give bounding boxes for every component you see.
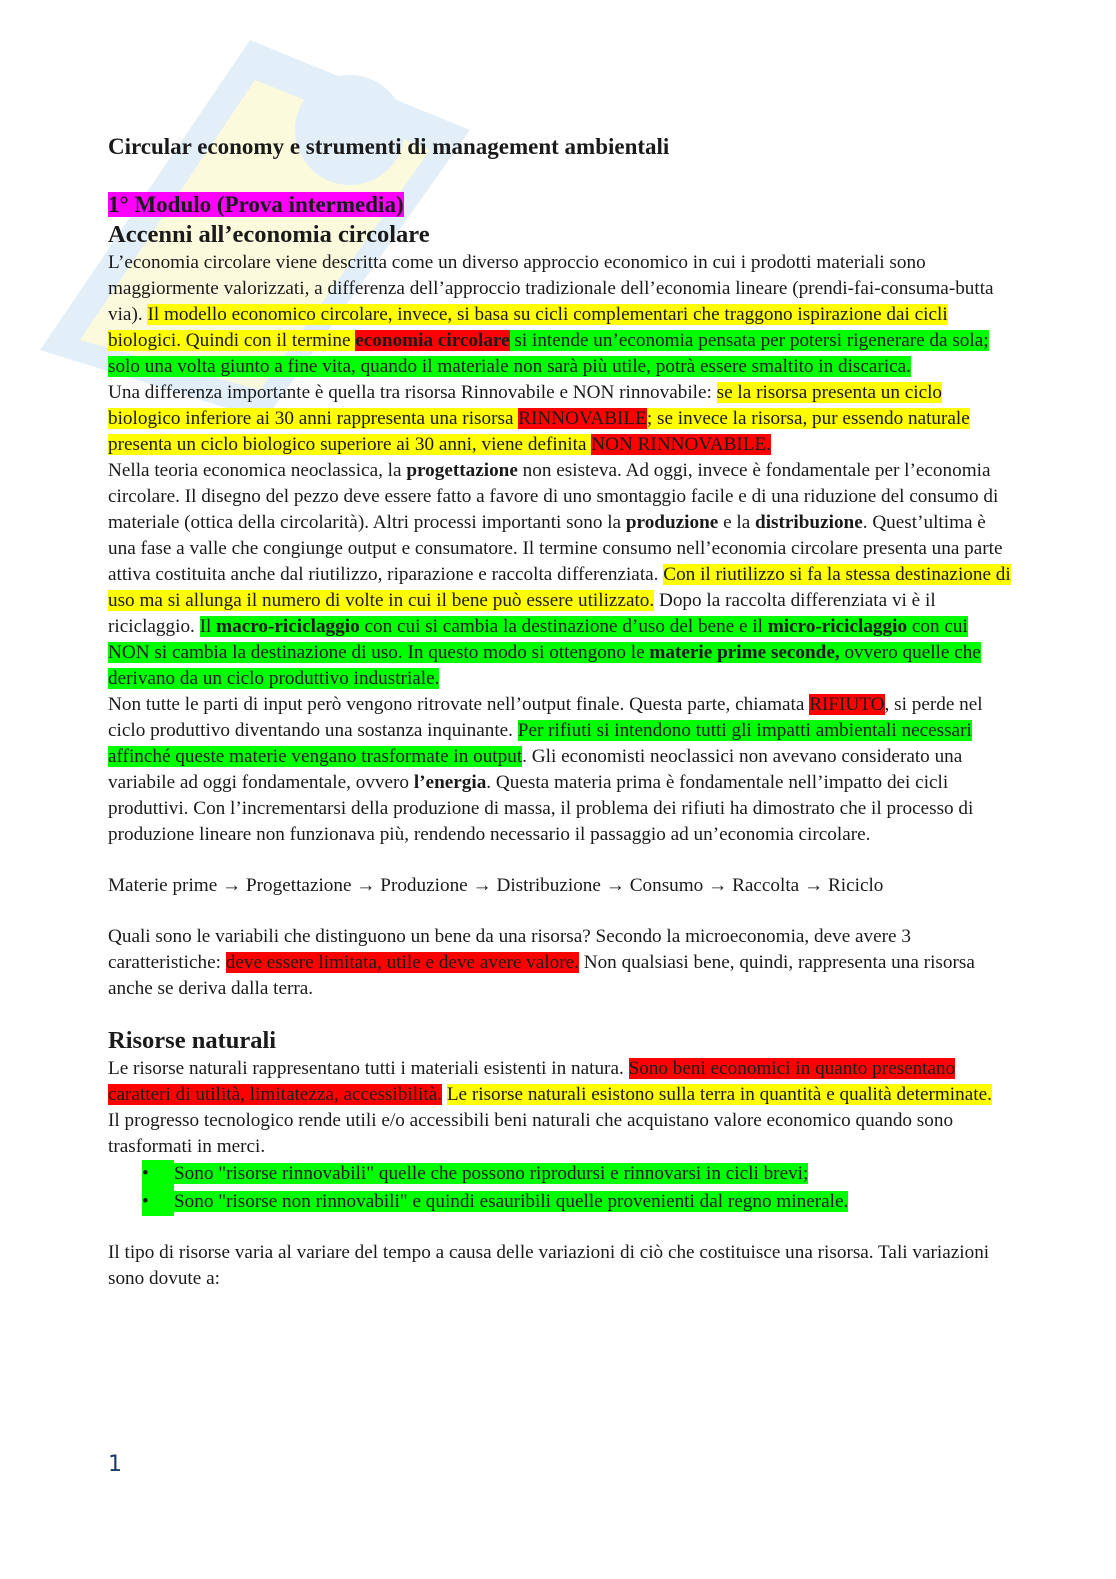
arrow-right-icon: →: [356, 875, 376, 896]
paragraph-progettazione: [108, 458, 1014, 692]
text-run: . Gli economisti neoclassici non avevano considerato una variabile ad oggi fondamentale, ovvero: [108, 746, 963, 793]
bold-term: produzione: [625, 512, 719, 533]
text-run: . Quest’ultima è una fase a valle che congiunge output e consumatore. Il termine consumo nell’economia circolare presenta una parte attiva costituita anche dal riutilizzo, riparazione e raccolta differenziata.: [108, 512, 1003, 585]
highlight-green: ovvero quelle che derivano da un ciclo produttivo industriale.: [108, 642, 981, 689]
paragraph-rifiuto: [108, 692, 1014, 848]
arrow-right-icon: →: [708, 875, 728, 896]
flow-step: Produzione: [380, 875, 468, 896]
paragraph-bene-risorsa: [108, 924, 1014, 1002]
text-run: Le risorse naturali rappresentano tutti i materiali esistenti in natura.: [108, 1058, 629, 1079]
highlight-yellow: ; se invece la risorsa, pur essendo naturale presenta un ciclo biologico superiore ai 30 anni, viene definita: [108, 408, 970, 455]
paragraph-progresso: Il progresso tecnologico rende utili e/o accessibili beni naturali che acquistano valore economico quando sono trasformati in merci.: [108, 1110, 954, 1157]
bullet-icon: •: [142, 1160, 174, 1188]
highlight-red: RIFIUTO: [809, 694, 885, 715]
highlight-green-bold: micro-riciclaggio: [767, 616, 908, 637]
highlight-yellow: Le risorse naturali esistono sulla terra in quantità e qualità determinate.: [446, 1084, 992, 1105]
bullet-list: [108, 1160, 1014, 1216]
section-heading-risorse-naturali: Risorse naturali: [108, 1027, 277, 1054]
flow-step: Raccolta: [732, 875, 800, 896]
highlight-green: si intende un’economia pensata per potersi rigenerare da sola; solo una volta giunto a fine vita, quando il materiale non sarà più utile, potrà essere smaltito in discarica.: [108, 330, 989, 377]
bold-term: l’energia: [413, 772, 487, 793]
highlight-green: con cui NON si cambia la destinazione di uso. In questo modo si ottengono le: [108, 616, 968, 663]
document-title: Circular economy e strumenti di management ambientali: [108, 134, 670, 159]
highlight-red-bold: economia circolare: [355, 330, 510, 351]
arrow-right-icon: →: [803, 875, 824, 896]
document-body: [108, 132, 1014, 1292]
page-number: 1: [108, 1452, 122, 1477]
text-run: Non tutte le parti di input però vengono ritrovate nell’output finale. Questa parte, chiamata: [108, 694, 810, 715]
paragraph-risorse-naturali: [108, 1056, 1014, 1108]
bold-term: distribuzione: [755, 512, 863, 533]
flow-step: Riciclo: [827, 875, 884, 896]
text-run: Quali sono le variabili che distinguono un bene da una risorsa? Secondo la microeconomia, deve avere 3 caratteristiche:: [108, 926, 911, 973]
list-item: [142, 1160, 1014, 1188]
highlight-green: con cui si cambia la destinazione d’uso del bene e il: [359, 616, 768, 637]
bold-term: progettazione: [406, 460, 518, 481]
text-run: Nella teoria economica neoclassica, la: [108, 460, 407, 481]
highlight-red: RINNOVABILE: [518, 408, 647, 429]
module-heading: [108, 190, 1014, 220]
arrow-right-icon: →: [472, 875, 492, 896]
highlight-yellow: Con il riutilizzo si fa la stessa destinazione di uso ma si allunga il numero di volte in cui il bene può essere utilizzato.: [108, 564, 1011, 611]
flow-step: Consumo: [629, 875, 704, 896]
highlight-yellow: Il modello economico circolare, invece, si basa su cicli complementari che traggono ispirazione dai cicli biologici. Quindi con il termine: [108, 304, 948, 351]
highlight-red: deve essere limitata, utile e deve avere valore.: [225, 952, 579, 973]
highlight-green: Il: [199, 616, 217, 637]
text-run: e la: [718, 512, 756, 533]
highlight-green-bold: materie prime seconde,: [649, 642, 840, 663]
highlight-yellow: se la risorsa presenta un ciclo biologico inferiore ai 30 anni rappresenta una risorsa: [108, 382, 943, 429]
highlight-red: NON RINNOVABILE.: [591, 434, 772, 455]
highlight-green: Sono "risorse non rinnovabili" e quindi esauribili quelle provenienti dal regno minerale.: [174, 1191, 849, 1212]
flow-chain: [108, 872, 1014, 900]
text-run: L’economia circolare viene descritta come un diverso approccio economico in cui i prodotti materiali sono maggiormente valorizzati, a differenza dell’approccio tradizionale dell’economia lineare (prendi-fai-consuma-butta via).: [108, 252, 994, 325]
text-run: . Questa materia prima è fondamentale nell’impatto dei cicli produttivi. Con l’incrementarsi della produzione di massa, il problema dei rifiuti ha dimostrato che il processo di produzione lineare non funzionava più, rendendo necessario il passaggio ad un’economia circolare.: [108, 772, 974, 845]
text-run: non esisteva. Ad oggi, invece è fondamentale per l’economia circolare. Il disegno del pezzo deve essere fatto a favore di uno smontaggio facile e di una riduzione del consumo di materiale (ottica della circolarità). Altri processi importanti sono la: [108, 460, 999, 533]
highlight-green-bold: macro-riciclaggio: [216, 616, 360, 637]
paragraph-risorsa-rinnovabile: [108, 380, 1014, 458]
arrow-right-icon: →: [222, 875, 242, 896]
section-heading-economia-circolare: Accenni all’economia circolare: [108, 221, 430, 248]
highlight-red: Sono beni economici in quanto presentano caratteri di utilità, limitatezza, accessibilità.: [108, 1058, 956, 1105]
text-run: Dopo la raccolta differenziata vi è il riciclaggio.: [108, 590, 936, 637]
flow-step: Progettazione: [246, 875, 352, 896]
text-run: Una differenza importante è quella tra risorsa Rinnovabile e NON rinnovabile:: [108, 382, 717, 403]
flow-step: Materie prime: [108, 875, 218, 896]
text-run: Non qualsiasi bene, quindi, rappresenta una risorsa anche se deriva dalla terra.: [108, 952, 975, 999]
flow-step: Distribuzione: [496, 875, 601, 896]
highlight-green: Sono "risorse rinnovabili" quelle che possono riprodursi e rinnovarsi in cicli brevi;: [174, 1163, 809, 1184]
paragraph-intro: [108, 250, 1014, 380]
highlight-green: Per rifiuti si intendono tutti gli impatti ambientali necessari affinché queste materie vengano trasformate in output: [108, 720, 972, 767]
module-heading-text: 1° Modulo (Prova intermedia): [108, 192, 404, 217]
list-item: [142, 1188, 1014, 1216]
text-run: , si perde nel ciclo produttivo diventando una sostanza inquinante.: [108, 694, 983, 741]
paragraph-tipo-risorse: Il tipo di risorse varia al variare del tempo a causa delle variazioni di ciò che costituisce una risorsa. Tali variazioni sono dovute a:: [108, 1242, 990, 1289]
arrow-right-icon: →: [605, 875, 625, 896]
bullet-icon: •: [142, 1188, 174, 1216]
